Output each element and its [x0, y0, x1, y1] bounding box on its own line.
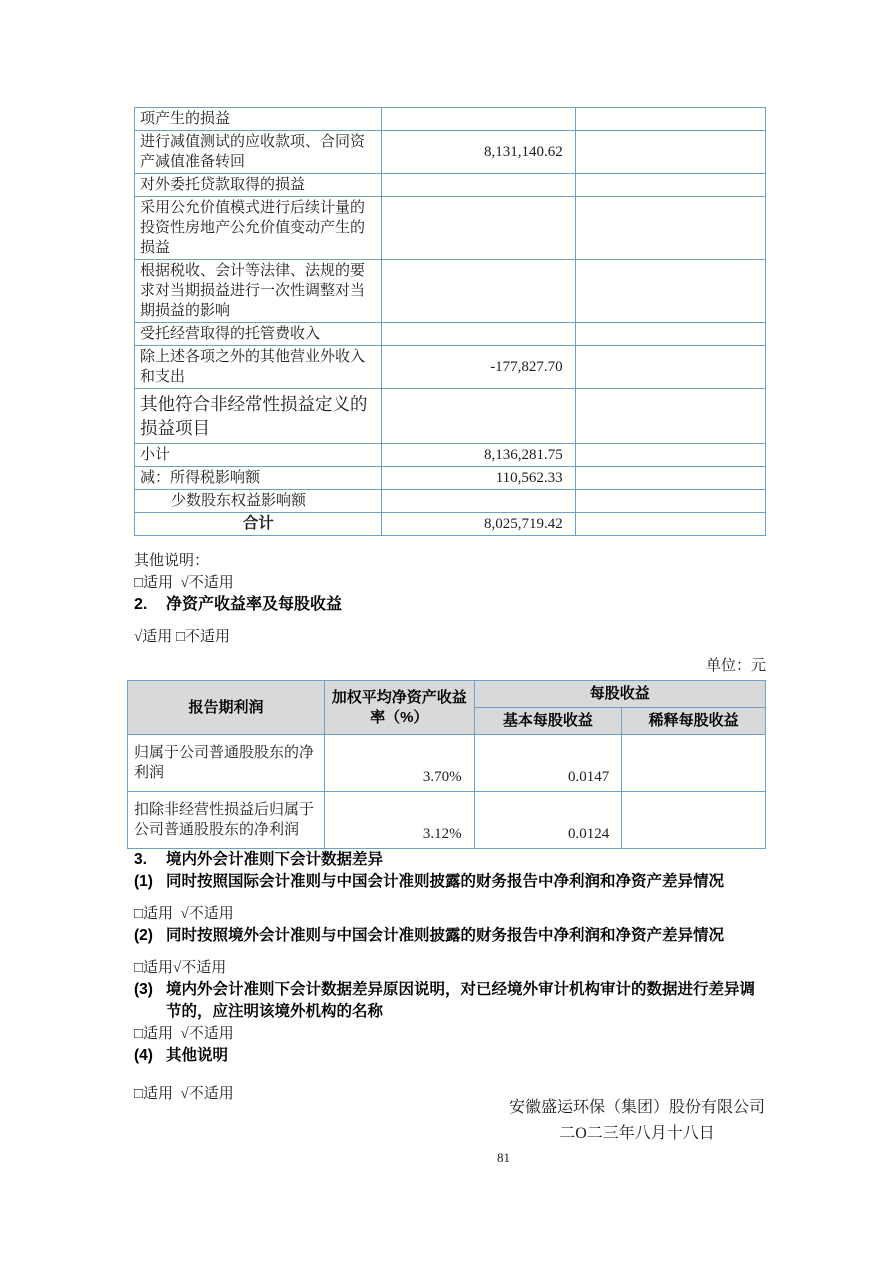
section-2-title: 净资产收益率及每股收益 — [166, 596, 343, 613]
note-cell — [575, 131, 765, 174]
amount-cell — [382, 260, 575, 323]
subsection-3-heading — [134, 979, 766, 1023]
applicability-line: □适用 √不适用 — [134, 906, 234, 922]
table-row — [135, 389, 766, 444]
applicability-line: □适用 √不适用 — [134, 575, 234, 591]
item-label-cell: 减：所得税影响额 — [135, 467, 382, 490]
subsection-4-number: (4) — [134, 1047, 153, 1064]
company-name: 安徽盛运环保（集团）股份有限公司 — [508, 1099, 765, 1116]
applicability-line: □适用 √不适用 — [134, 1086, 234, 1102]
profit-label-cell: 归属于公司普通股股东的净利润 — [128, 735, 325, 792]
unit-label: 单位：元 — [705, 658, 766, 674]
table-row — [135, 260, 766, 323]
subsection-3-title: 境内外会计准则下会计数据差异原因说明，对已经境外审计机构审计的数据进行差异调节的，应注明该境外机构的名称 — [166, 981, 756, 1020]
profit-header-cell: 报告期利润 — [128, 681, 325, 735]
note-cell — [575, 197, 765, 260]
subtotal-row — [135, 444, 766, 467]
basic-eps-value-cell: 0.0147 — [474, 735, 622, 792]
roe-value-cell: 3.12% — [324, 792, 474, 849]
roe-header-cell: 加权平均净资产收益率（%） — [324, 681, 474, 735]
applicability-line: √适用 □不适用 — [134, 629, 231, 645]
table-row — [135, 490, 766, 513]
table-row — [128, 792, 766, 849]
profit-label-cell: 扣除非经营性损益后归属于公司普通股股东的净利润 — [128, 792, 325, 849]
note-cell — [575, 467, 765, 490]
table-row — [128, 735, 766, 792]
page-number: 81 — [497, 1150, 510, 1165]
note-cell — [575, 513, 765, 536]
report-date: 二O二三年八月十八日 — [559, 1125, 715, 1142]
diluted-eps-value-cell — [622, 792, 766, 849]
subsection-4-heading — [134, 1045, 766, 1067]
roe-eps-table — [127, 680, 766, 849]
subsection-1-heading — [134, 871, 766, 893]
note-cell — [575, 444, 765, 467]
total-row — [135, 513, 766, 536]
table-row — [135, 174, 766, 197]
amount-cell — [382, 323, 575, 346]
note-cell — [575, 108, 765, 131]
subsection-2-number: (2) — [134, 927, 153, 944]
item-label-cell: 根据税收、会计等法律、法规的要求对当期损益进行一次性调整对当期损益的影响 — [135, 260, 382, 323]
section-3-number: 3. — [134, 851, 147, 868]
note-cell — [575, 490, 765, 513]
note-cell — [575, 346, 765, 389]
amount-cell: 8,025,719.42 — [382, 513, 575, 536]
amount-cell — [382, 174, 575, 197]
note-cell — [575, 323, 765, 346]
table-row — [135, 131, 766, 174]
amount-cell: 110,562.33 — [382, 467, 575, 490]
section-2-heading — [134, 594, 766, 616]
subsection-4-title: 其他说明 — [166, 1047, 229, 1064]
amount-cell — [382, 108, 575, 131]
eps-group-header-cell: 每股收益 — [474, 681, 765, 708]
other-notes-label: 其他说明： — [134, 553, 210, 569]
amount-cell: 8,131,140.62 — [382, 131, 575, 174]
item-label-cell: 项产生的损益 — [135, 108, 382, 131]
item-label-cell: 小计 — [135, 444, 382, 467]
amount-cell: -177,827.70 — [382, 346, 575, 389]
amount-cell — [382, 197, 575, 260]
subsection-2-heading — [134, 925, 766, 947]
applicability-line: □适用√不适用 — [134, 960, 227, 976]
subsection-3-number: (3) — [134, 981, 153, 998]
item-label-cell: 采用公允价值模式进行后续计量的投资性房地产公允价值变动产生的损益 — [135, 197, 382, 260]
subsection-1-number: (1) — [134, 873, 153, 890]
table-row — [135, 323, 766, 346]
page-content — [134, 107, 766, 1105]
subsection-1-title: 同时按照国际会计准则与中国会计准则披露的财务报告中净利润和净资产差异情况 — [166, 873, 725, 890]
diluted-eps-header-cell: 稀释每股收益 — [622, 708, 766, 735]
subsection-2-title: 同时按照境外会计准则与中国会计准则披露的财务报告中净利润和净资产差异情况 — [166, 927, 725, 944]
table-row — [135, 108, 766, 131]
section-3-title: 境内外会计准则下会计数据差异 — [166, 851, 384, 868]
note-cell — [575, 260, 765, 323]
basic-eps-value-cell: 0.0124 — [474, 792, 622, 849]
item-label-cell: 受托经营取得的托管费收入 — [135, 323, 382, 346]
applicability-line: □适用 √不适用 — [134, 1026, 234, 1042]
item-label-cell: 合计 — [135, 513, 382, 536]
table-row — [135, 467, 766, 490]
item-label-cell: 进行减值测试的应收款项、合同资产减值准备转回 — [135, 131, 382, 174]
section-3-heading — [134, 849, 766, 871]
signature-block — [509, 1095, 765, 1147]
note-cell — [575, 174, 765, 197]
item-label-cell: 少数股东权益影响额 — [135, 490, 382, 513]
note-cell — [575, 389, 765, 444]
non-recurring-gains-table — [134, 107, 766, 536]
amount-cell — [382, 389, 575, 444]
amount-cell: 8,136,281.75 — [382, 444, 575, 467]
amount-cell — [382, 490, 575, 513]
item-label-cell: 其他符合非经常性损益定义的损益项目 — [135, 389, 382, 444]
header-row — [128, 681, 766, 708]
diluted-eps-value-cell — [622, 735, 766, 792]
basic-eps-header-cell: 基本每股收益 — [474, 708, 622, 735]
item-label-cell: 除上述各项之外的其他营业外收入和支出 — [135, 346, 382, 389]
table-row — [135, 346, 766, 389]
item-label-cell: 对外委托贷款取得的损益 — [135, 174, 382, 197]
roe-value-cell: 3.70% — [324, 735, 474, 792]
section-2-number: 2. — [134, 596, 148, 613]
table-row — [135, 197, 766, 260]
